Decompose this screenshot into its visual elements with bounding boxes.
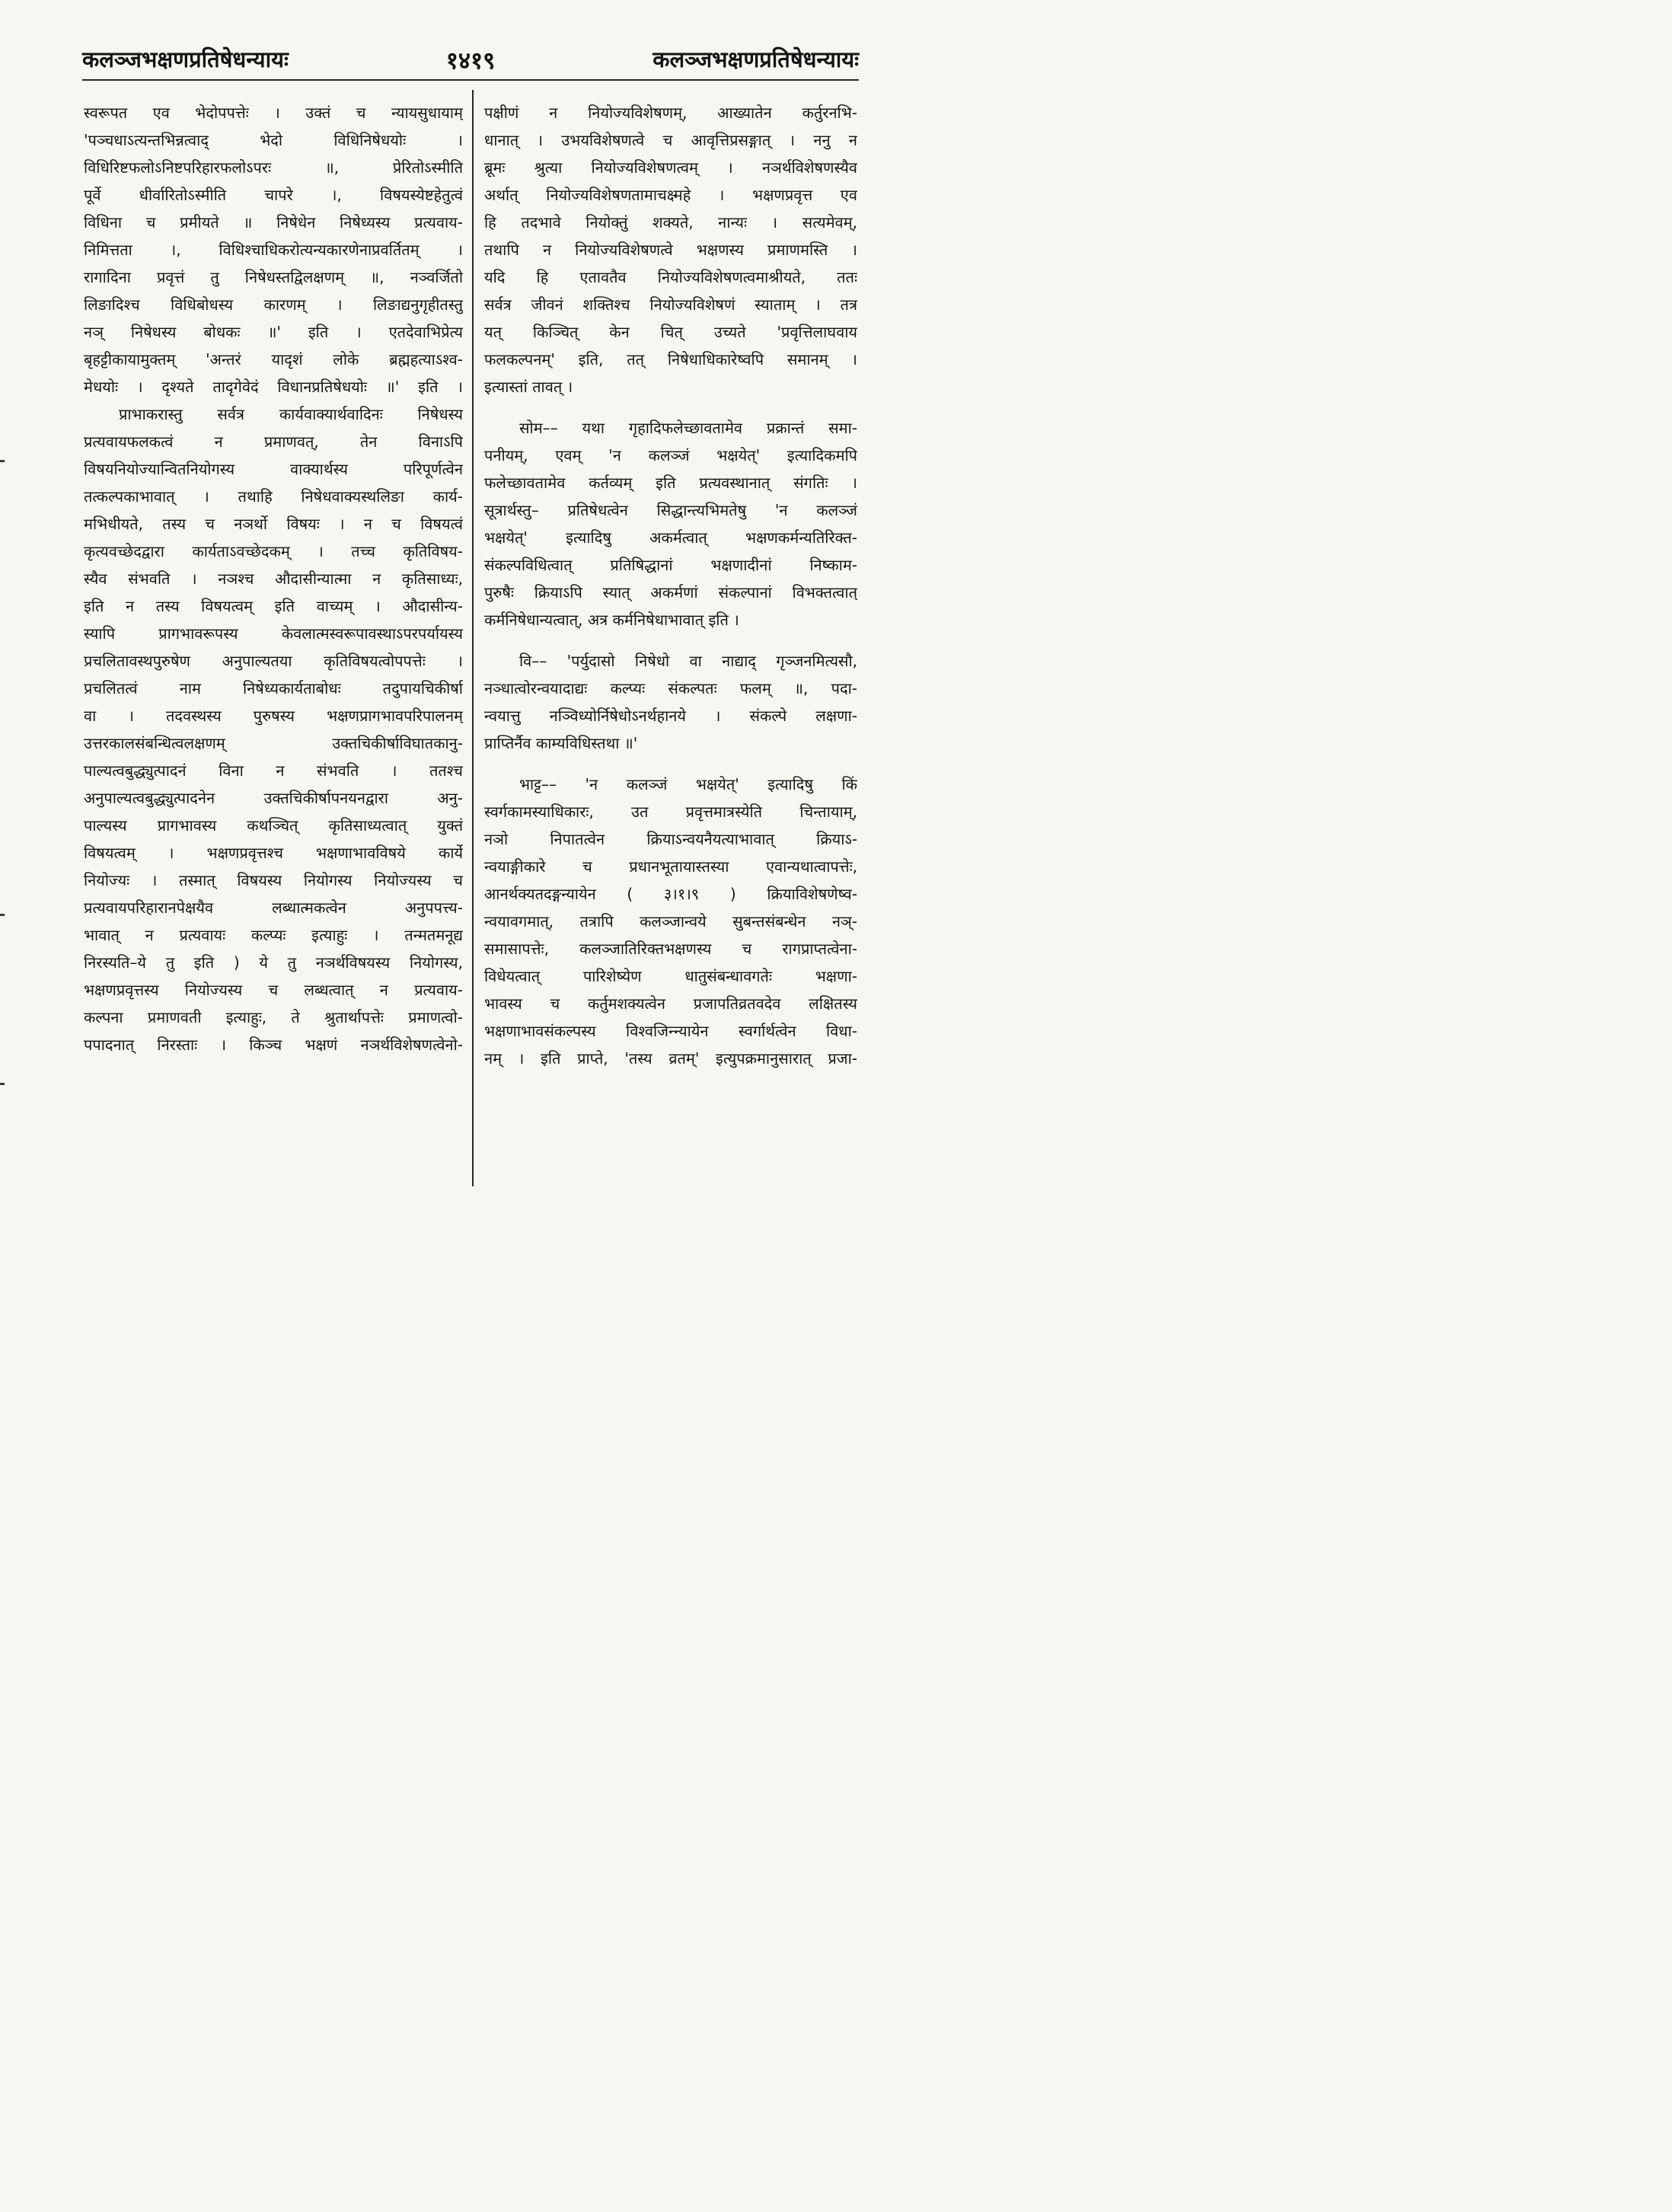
text-line: मभिधीयते, तस्य च नञर्थो विषयः । न च विषयत्वं [84,515,463,533]
text-line: वा । तदवस्थस्य पुरुषस्य भक्षणप्रागभावपरिपालनम् [84,707,463,725]
bhatta-heading-line: भाट्ट–– 'न कलञ्जं भक्षयेत्' इत्यादिषु किं [519,775,857,793]
text-line: भक्षयेत्' इत्यादिषु अकर्मत्वात् भक्षणकर्मन्यतिरिक्त- [484,528,857,547]
text-line: पाल्यत्वबुद्ध्युत्पादनं विना न संभवति । ततश्च [84,761,463,780]
text-line: विषयत्वम् । भक्षणप्रवृत्तश्च भक्षणाभावविषये कार्ये [84,844,463,862]
text-line: पाल्यस्य प्रागभावस्य कथञ्चित् कृतिसाध्यत्वात् युक्तं [84,816,463,835]
text-line: कल्पना प्रमाणवती इत्याहुः, ते श्रुतार्थापत्तेः प्रमाणत्वो- [84,1008,463,1026]
paragraph-end-line: प्राप्तिर्नैव काम्यविधिस्तथा ॥' [484,734,638,752]
text-line: संकल्पविधित्वात् प्रतिषिद्धानां भक्षणादीनां निष्काम- [484,556,857,574]
text-line: नम् । इति प्राप्ते, 'तस्य व्रतम्' इत्युपक्रमानुसारात् प्रजा- [484,1049,857,1068]
text-line: न्वयावगमात्, तत्रापि कलञ्जान्वये सुबन्तसंबन्धेन नञ्- [484,912,857,930]
left-column [84,99,463,1188]
soma-heading-line: सोम–– यथा गृहादिफलेच्छावतामेव प्रक्रान्तं समा- [519,419,857,437]
text-line: 'पञ्चधाऽत्यन्तभिन्नत्वाद् भेदो विधिनिषेधयोः । [84,131,463,149]
text-line: स्वरूपत एव भेदोपपत्तेः । उक्तं च न्यायसुधायाम् [84,104,463,122]
text-line: न्वयाङ्गीकारे च प्रधानभूतायास्तस्या एवान्यथात्वापत्तेः, [484,857,857,876]
text-line: आनर्थक्यतदङ्गन्यायेन ( ३।१।९ ) क्रियाविशेषणेष्व- [484,885,857,903]
column-divider [472,90,474,1186]
text-line: सर्वत्र जीवनं शक्तिश्च नियोज्यविशेषणं स्याताम् । तत्र [484,295,857,314]
header-title-right: कलञ्जभक्षणप्रतिषेधन्यायः [653,46,859,72]
text-line: फलेच्छावतामेव कर्तव्यम् इति प्रत्यवस्थानात् संगतिः । [484,474,857,492]
text-line: न्वयात्तु नञ्विध्योर्निषेधोऽनर्थहानये । संकल्पे लक्षणा- [484,707,857,725]
text-line: रागादिना प्रवृत्तं तु निषेधस्तद्विलक्षणम् ॥, नञ्वर्जितो [84,268,463,286]
scan-edge-mark [0,1083,5,1085]
right-column [484,99,857,1188]
text-line: हि तदभावे नियोक्तुं शक्यते, नान्यः । सत्यमेवम्, [484,213,857,231]
paragraph-end-line: इत्यास्तां तावत् । [484,378,573,396]
text-line: निरस्यति–ये तु इति ) ये तु नञर्थविषयस्य नियोगस्य, [84,953,463,972]
text-line: पूर्वे धीर्वारितोऽस्मीति चापरे ।, विषयस्येष्टहेतुत्वं [84,186,463,204]
text-line: नञ्धात्वोरन्वयादाद्यः कल्प्यः संकल्पतः फलम् ॥, पदा- [484,679,857,697]
scanned-page [0,0,901,1194]
text-line: उत्तरकालसंबन्धित्वलक्षणम् उक्तचिकीर्षाविघातकानु- [84,734,463,752]
header-title-left: कलञ्जभक्षणप्रतिषेधन्यायः [82,46,289,72]
text-line: पपादनात् निरस्ताः । किञ्च भक्षणं नञर्थविशेषणत्वेनो- [84,1036,463,1054]
text-line: तथापि न नियोज्यविशेषणत्वे भक्षणस्य प्रमाणमस्ति । [484,241,857,259]
text-line: भावस्य च कर्तुमशक्यत्वेन प्रजापतिव्रतवदेव लक्षितस्य [484,994,857,1013]
scan-edge-mark [0,460,5,462]
text-line: यदि हि एतावतैव नियोज्यविशेषणत्वमाश्रीयते, ततः [484,268,857,286]
running-header [82,44,859,76]
paragraph-end-line: कर्मनिषेधान्यत्वात्, अत्र कर्मनिषेधाभावात् इति । [484,611,739,629]
text-line: नञ् निषेधस्य बोधकः ॥' इति । एतदेवाभिप्रेत्य [84,323,463,341]
text-line: भक्षणप्रवृत्तस्य नियोज्यस्य च लब्धत्वात् न प्रत्यवाय- [84,981,463,999]
text-line: यत् किञ्चित् केन चित् उच्यते 'प्रवृत्तिलाघवाय [484,323,857,341]
text-line: प्रचलितावस्थपुरुषेण अनुपाल्यतया कृतिविषयत्वोपपत्तेः । [84,652,463,670]
text-line: अनुपाल्यत्वबुद्ध्युत्पादनेन उक्तचिकीर्षापनयनद्वारा अनु- [84,789,463,807]
sutrartha-line: सूत्रार्थस्तु– प्रतिषेधत्वेन सिद्धान्त्यभिमतेषु 'न कलञ्जं [484,501,857,519]
vi-heading-line: वि–– 'पर्युदासो निषेधो वा नाद्याद् गृञ्जनमित्यसौ, [519,652,857,670]
text-line: पनीयम्, एवम् 'न कलञ्जं भक्षयेत्' इत्यादिकमपि [484,446,857,464]
text-line: इति न तस्य विषयत्वम् इति वाच्यम् । औदासीन्य- [84,597,463,615]
text-line: विधिरिष्टफलोऽनिष्टपरिहारफलोऽपरः ॥, प्रेरितोऽस्मीति [84,158,463,177]
text-line: प्रचलितत्वं नाम निषेध्यकार्यताबोधः तदुपायचिकीर्षा [84,679,463,697]
text-line: लिङादिश्च विधिबोधस्य कारणम् । लिङाद्यनुगृहीतस्तु [84,295,463,314]
text-line: बृहट्टीकायामुक्तम् 'अन्तरं यादृशं लोके ब्रह्महत्याऽश्व- [84,350,463,369]
text-line: कृत्यवच्छेदद्वारा कार्यताऽवच्छेदकम् । तच्च कृतिविषय- [84,542,463,560]
text-line: स्वर्गकामस्याधिकारः, उत प्रवृत्तमात्रस्येति चिन्तायाम्, [484,803,857,821]
text-line: तत्कल्पकाभावात् । तथाहि निषेधवाक्यस्थलिङा कार्य- [84,487,463,506]
page-number: १४१९ [445,47,496,75]
text-line: समासापत्तेः, कलञ्जातिरिक्तभक्षणस्य च रागप्राप्तत्वेना- [484,940,857,958]
text-line: नियोज्यः । तस्मात् विषयस्य नियोगस्य नियोज्यस्य च [84,871,463,889]
header-rule [82,79,859,81]
text-line: विधेयत्वात् पारिशेष्येण धातुसंबन्धावगतेः भक्षणा- [484,967,857,985]
text-line: ब्रूमः श्रुत्या नियोज्यविशेषणत्वम् । नञर्थविशेषणस्यैव [484,158,857,177]
paragraph-start-line: प्राभाकरास्तु सर्वत्र कार्यवाक्यार्थवादिनः निषेधस्य [119,405,463,423]
text-line: पक्षीणं न नियोज्यविशेषणम्, आख्यातेन कर्तुरनभि- [484,104,857,122]
text-line: विषयनियोज्यान्वितनियोगस्य वाक्यार्थस्य परिपूर्णत्वेन [84,460,463,478]
text-line: विधिना च प्रमीयते ॥ निषेधेन निषेध्यस्य प्रत्यवाय- [84,213,463,231]
text-line: प्रत्यवायफलकत्वं न प्रमाणवत्, तेन विनाऽपि [84,433,463,451]
text-line: निमित्तता ।, विधिश्चाधिकरोत्यन्यकारणेनाप्रवर्तितम् । [84,241,463,259]
text-line: नञो निपातत्वेन क्रियाऽन्वयनैयत्याभावात् क्रियाऽ- [484,830,857,848]
text-line: फलकल्पनम्' इति, तत् निषेधाधिकारेष्वपि समानम् । [484,350,857,369]
text-line: स्यैव संभवति । नञश्च औदासीन्यात्मा न कृतिसाध्यः, [84,570,463,588]
scan-edge-mark [0,914,5,916]
text-line: धानात् । उभयविशेषणत्वे च आवृत्तिप्रसङ्गात् । ननु न [484,131,857,149]
text-line: मेधयोः । दृश्यते तादृगेवेदं विधानप्रतिषेधयोः ॥' इति । [84,378,463,396]
text-line: भक्षणाभावसंकल्पस्य विश्वजिन्न्यायेन स्वर्गार्थत्वेन विधा- [484,1022,857,1040]
text-line: पुरुषैः क्रियाऽपि स्यात् अकर्मणां संकल्पानां विभक्तत्वात् [484,583,857,602]
text-line: प्रत्यवायपरिहारानपेक्षयैव लब्धात्मकत्वेन अनुपपत्त्य- [84,899,463,917]
text-line: स्यापि प्रागभावरूपस्य केवलात्मस्वरूपावस्थाऽपरपर्यायस्य [84,624,463,643]
text-line: अर्थात् नियोज्यविशेषणतामाचक्ष्महे । भक्षणप्रवृत्त एव [484,186,857,204]
text-line: भावात् न प्रत्यवायः कल्प्यः इत्याहुः । तन्मतमनूद्य [84,926,463,944]
